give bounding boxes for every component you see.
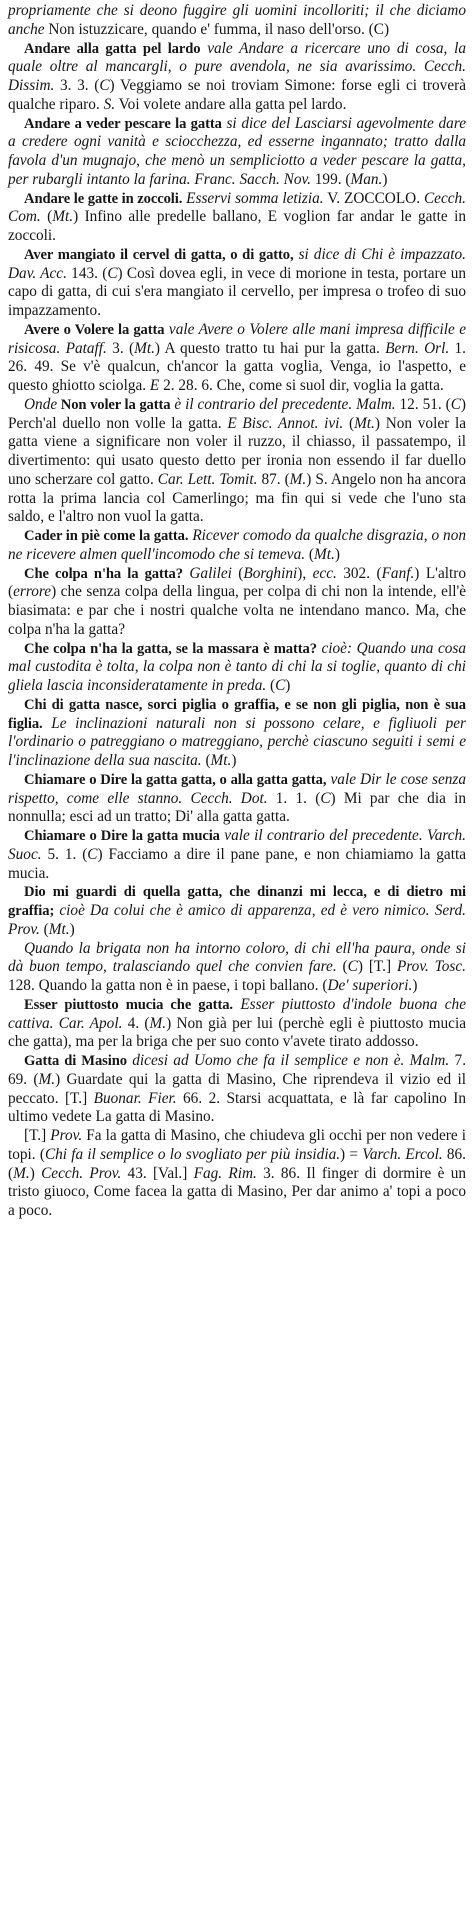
citation-text: )	[29, 1164, 42, 1182]
dictionary-entry	[8, 996, 466, 1052]
citation-text: (	[343, 414, 355, 432]
headword: Andare a veder pescare la gatta	[24, 115, 222, 132]
citation-text: ) Veggiamo se noi troviam Simone: forse egli ci troverà qualche riparo.	[8, 77, 467, 113]
citation-text: ) S. Angelo non ha ancora rotta la prima lancia col Camerlingo; ma fin qui si vede che l'uno sta saldo, e l'altro non vuol la gatta.	[8, 470, 466, 526]
definition-italic: Quando la brigata non ha intorno coloro, di chi ell'ha paura, onde si dà buon tempo, tralasciando quel che convien fare.	[8, 939, 466, 976]
citation-text: 86. (	[8, 1145, 467, 1182]
definition-italic: vale Dir le cose senza rispetto, come elle stanno. Cecch. Dot.	[8, 770, 466, 807]
headword: Che colpa n'ha la gatta?	[24, 565, 183, 582]
definition-italic: Onde	[24, 395, 58, 413]
citation-text: 2. 28. 6. Che, come si suol dir, voglia la gatta.	[159, 377, 444, 394]
dictionary-entry	[8, 40, 466, 115]
definition-italic: M.	[38, 1070, 56, 1088]
headword: Andare alla gatta pel lardo	[24, 40, 201, 57]
citation-text: ) Mi par che dia in nonnulla; esci ad un tratto; Di' alla gatta gatta.	[8, 789, 466, 826]
definition-italic: è il contrario del precedente. Malm.	[170, 395, 396, 413]
definition-italic: Mt.	[48, 920, 70, 938]
definition-italic: Buonar. Fier.	[93, 1089, 177, 1107]
headword: Avere o Volere la gatta	[24, 321, 165, 338]
citation-text: ) Facciamo a dire il pane pane, e non chiamiamo la gatta mucia.	[8, 845, 467, 882]
definition-italic: C	[107, 264, 118, 282]
citation-text: )	[412, 977, 418, 994]
dictionary-entry	[8, 1127, 466, 1221]
definition-italic: vale Avere o Volere alle mani impresa difficile e risicosa. Pataff.	[8, 320, 466, 357]
citation-text: Voi volete andare alla gatta pel lardo.	[115, 95, 347, 113]
definition-italic: vale il contrario del precedente. Varch. Suoc.	[8, 827, 466, 863]
citation-text: 87. (	[257, 470, 290, 488]
definition-italic: C	[87, 845, 98, 863]
citation-text: )	[382, 170, 388, 188]
definition-italic: Cecch. Prov.	[41, 1164, 122, 1182]
headword: Gatta di Masino	[24, 1053, 127, 1069]
dictionary-entry	[8, 696, 466, 771]
dictionary-entry	[8, 771, 466, 827]
definition-italic: C	[347, 958, 358, 976]
citation-text: (	[40, 208, 53, 226]
citation-text: ) Non già per lui (perchè egli è piuttosto mucia che gatta), ma per la briga che per suo conto v'avete tirato addosso.	[8, 1014, 466, 1051]
citation-text: ) che senza colpa della lingua, per colpa di chi non la intende, ell'è biasimata: e par che i nostri qualche volta ne intendano manco. Ma, che colpa n'ha la gatta?	[8, 583, 466, 638]
citation-text: 3. 86. Il finger di dormire è un tristo giuoco, Come facea la gatta di Masino, Per dar animo a' topi a poco a poco.	[8, 1164, 466, 1219]
definition-italic: Fanf.	[381, 564, 415, 582]
citation-text: 1. 26. 49. Se v'è qualcun, ch'ancor la gatta voglia, Venga, io l'aspetto, e questo ghiotto sciolga.	[8, 339, 466, 394]
citation-text: 12. 51. (	[395, 395, 451, 413]
citation-text: (	[39, 920, 49, 938]
dictionary-entry	[8, 321, 466, 396]
citation-text: (	[231, 564, 244, 582]
citation-text: (	[201, 752, 211, 769]
definition-italic: Chi fa il semplice o lo svogliato per più insidia.	[44, 1145, 341, 1163]
definition-italic: si dice del Lasciarsi agevolmente dare a credere ogni vanità e sciocchezza, ed esserne ingannato; tratto dalla favola d'un mugnajo, che menò un sempliciotto a veder pescare la gatta, per rubargli intanto la farina. Franc. Sacch. Nov.	[8, 114, 466, 188]
definition-italic: Mt.	[354, 414, 375, 432]
definition-italic: Esser piuttosto d'indole buona che cattiva. Car. Apol.	[8, 995, 466, 1032]
citation-text: ) Perch'al duello non volle la gatta.	[8, 395, 467, 432]
citation-text: 43. [Val.]	[121, 1164, 194, 1182]
dictionary-entry	[8, 190, 466, 246]
entry-continuation	[8, 2, 466, 40]
citation-text: )	[231, 752, 237, 769]
definition-italic: Mt.	[210, 752, 232, 769]
definition-italic: errore	[13, 583, 52, 601]
dictionary-entry	[8, 827, 466, 883]
headword: Esser piuttosto mucia che gatta.	[24, 996, 233, 1013]
citation-text: (	[305, 545, 314, 563]
definition-italic: Le inclinazioni naturali non si possono celare, e figliuoli per l'ordinario o patreggiano o matreggiano, perchè ciascuno seguiti i semi e l'inclinazione della sua nascita.	[8, 714, 466, 769]
definition-italic: cioè Da colui che è amico di apparenza, ed è vero nimico. Serd. Prov.	[8, 902, 466, 938]
dictionary-entry	[8, 115, 466, 190]
citation-text: (	[336, 958, 348, 976]
dictionary-entry	[8, 1052, 466, 1127]
definition-italic: Fag. Rim.	[193, 1164, 257, 1182]
citation-text: ),	[297, 564, 313, 582]
citation-text: [T.]	[24, 1127, 51, 1144]
dictionary-entry	[8, 396, 466, 527]
definition-italic: Man.	[350, 170, 383, 188]
headword: Chi di gatta nasce, sorci piglia o graffia, e se non gli piglia, non è sua figlia.	[8, 696, 466, 732]
headword: Chiamare o Dire la gatta mucia	[24, 828, 220, 844]
definition-italic: S.	[103, 95, 116, 113]
citation-text: ) Non voler la gatta viene a significare non voler il ruzzo, il chiasso, il passatempo, il divertimento: qui usato questo detto per ironia non essendo il far duello uno scherzare col gatto.	[8, 414, 466, 488]
definition-italic: Borghini	[243, 564, 298, 582]
citation-text: )	[334, 545, 340, 563]
citation-text: (	[266, 677, 276, 694]
definition-italic: Varch. Ercol.	[362, 1145, 443, 1163]
definition-italic: C	[450, 395, 461, 413]
definition-italic: E Bisc. Annot. ivi.	[227, 414, 344, 432]
definition-italic: dicesi ad Uomo che fa il semplice e non è. Malm.	[126, 1052, 450, 1069]
citation-text: 7. 69. (	[8, 1052, 467, 1088]
dictionary-entry	[8, 640, 466, 696]
dictionary-entry	[8, 565, 466, 640]
definition-italic: Car. Lett. Tomit.	[157, 470, 258, 488]
dictionary-entry	[8, 883, 466, 939]
citation-text: 4. (	[122, 1014, 150, 1032]
dictionary-entry	[8, 940, 466, 996]
citation-text: ) =	[340, 1145, 363, 1163]
definition-italic: M.	[289, 470, 307, 488]
definition-italic: Cecch. Com.	[8, 189, 466, 226]
definition-italic: Prov. Tosc.	[396, 958, 466, 976]
citation-text: Non istuzzicare, quando e' fumma, il naso dell'orso. (C)	[44, 20, 390, 38]
headword: Dio mi guardi di quella gatta, che dinanzi mi lecca, e di dietro mi graffia;	[8, 884, 466, 919]
headword: Chiamare o Dire la gatta gatta, o alla gatta gatta,	[24, 771, 327, 788]
definition-italic: Bern. Orl.	[385, 339, 450, 357]
definition-italic: Mt.	[134, 339, 155, 357]
dictionary-entry	[8, 527, 466, 565]
citation-text: 5. 1. (	[41, 845, 88, 863]
definition-italic: Prov.	[50, 1127, 83, 1144]
citation-text: 3. (	[106, 339, 135, 357]
definition-italic: M.	[149, 1014, 167, 1032]
definition-italic: Ricever comodo da qualche disgrazia, o non ne ricevere almen quell'incomodo che si temeva.	[8, 527, 466, 563]
citation-text: ) A questo tratto tu hai pur la gatta.	[154, 339, 386, 357]
citation-text: ) L'altro (	[8, 564, 466, 601]
citation-text: ) [T.]	[357, 958, 397, 976]
definition-italic: De' superiori.	[327, 977, 413, 994]
headword: Che colpa n'ha la gatta, se la massara è matta?	[24, 640, 317, 657]
citation-text: ) Così dovea egli, in vece di morione in testa, portare un capo di gatta, di cui s'era mangiato il cervello, per impresa o trofeo di suo impazzamento.	[8, 264, 466, 319]
definition-italic: C	[320, 789, 331, 807]
citation-text: )	[69, 920, 75, 938]
headword: Cader in piè come la gatta.	[24, 528, 189, 544]
citation-text: )	[285, 677, 291, 694]
citation-text: 199. (	[310, 170, 351, 188]
citation-text: 128. Quando la gatta non è in paese, i topi ballano. (	[8, 977, 328, 994]
definition-italic: propriamente che si deono fuggire gli uomini incolloriti; il che diciamo anche	[8, 2, 466, 38]
citation-text: 66. 2. Starsi acquattata, e là far capolino In ultimo vedete La gatta di Masino.	[8, 1089, 467, 1126]
definition-italic: M.	[13, 1164, 30, 1182]
headword: Aver mangiato il cervel di gatta, o di gatto,	[24, 246, 294, 263]
definition-italic: Galilei	[182, 564, 232, 582]
citation-text: ) Guardate qui la gatta di Masino, Che riprendeva il vizio ed il peccato. [T.]	[8, 1070, 466, 1107]
definition-italic: ecc.	[312, 564, 337, 582]
definition-italic: cioè: Quando una cosa mal custodita è tolta, la colpa non è tanto di chi la si toglie, quanto di chi gliela lascia inconsideratamente in preda.	[8, 639, 466, 694]
definition-italic: C	[99, 77, 110, 94]
definition-italic: Esservi somma letizia.	[182, 189, 324, 207]
headword: Non voler la gatta	[57, 396, 171, 413]
definition-italic: C	[275, 677, 286, 694]
definition-italic: Mt.	[52, 208, 74, 226]
citation-text: ) Infino alle predelle ballano, E voglion far andar le gatte in zoccoli.	[8, 208, 466, 244]
citation-text: 302. (	[336, 564, 382, 582]
definition-italic: Mt.	[313, 545, 335, 563]
citation-text: Fa la gatta di Masino, che chiudeva gli occhi per non vedere i topi. (	[8, 1127, 466, 1163]
citation-text: V. ZOCCOLO.	[323, 189, 424, 207]
dictionary-entry	[8, 246, 466, 321]
definition-italic: si dice di Chi è impazzato. Dav. Acc.	[8, 245, 466, 282]
definition-italic: E	[149, 377, 160, 394]
citation-text: 1. 1. (	[267, 789, 321, 807]
citation-text: 143. (	[66, 264, 108, 282]
definition-italic: vale Andare a ricercare uno di cosa, la quale oltre al mancargli, o pure avendola, ne sia avarissimo. Cecch. Dissim.	[8, 39, 467, 94]
headword: Andare le gatte in zoccoli.	[24, 190, 183, 207]
citation-text: 3. 3. (	[54, 77, 100, 94]
